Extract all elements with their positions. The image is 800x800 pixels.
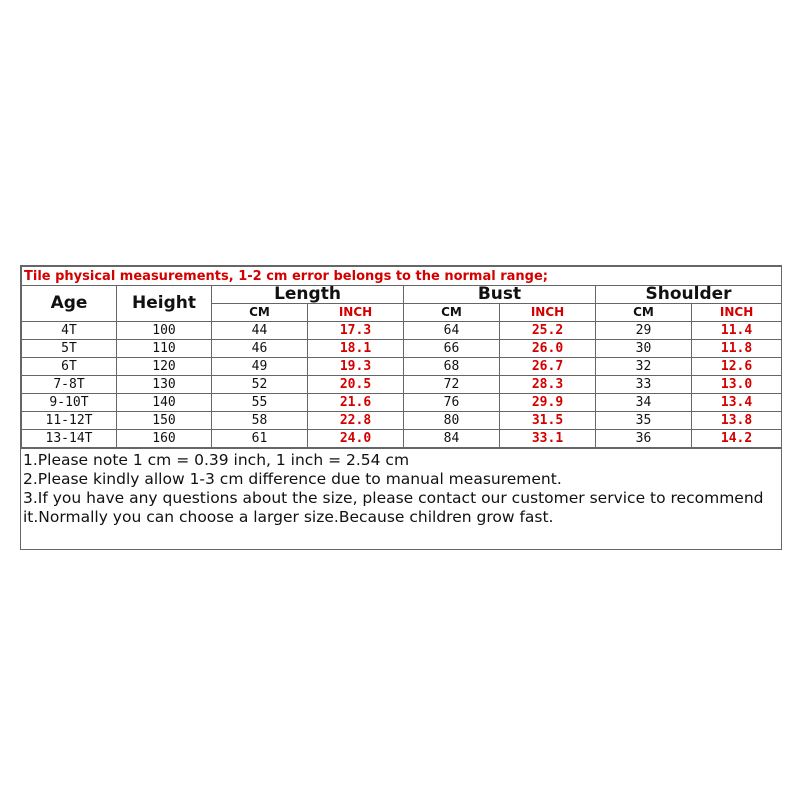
- height-cell: 150: [117, 412, 212, 430]
- age-cell: 11-12T: [22, 412, 117, 430]
- shoulder-cm-header: CM: [596, 304, 692, 322]
- bust-cm-cell: 66: [404, 340, 500, 358]
- bust-cm-cell: 76: [404, 394, 500, 412]
- table-row: [22, 376, 782, 394]
- table-row: [22, 340, 782, 358]
- bust-inch-cell: 33.1: [500, 430, 596, 448]
- shoulder-inch-cell: 12.6: [692, 358, 782, 376]
- shoulder-inch-cell: 11.8: [692, 340, 782, 358]
- age-header: Age: [22, 286, 117, 322]
- shoulder-inch-cell: 13.0: [692, 376, 782, 394]
- length-inch-cell: 24.0: [308, 430, 404, 448]
- shoulder-inch-cell: 11.4: [692, 322, 782, 340]
- length-inch-cell: 18.1: [308, 340, 404, 358]
- height-cell: 120: [117, 358, 212, 376]
- height-cell: 110: [117, 340, 212, 358]
- age-cell: 7-8T: [22, 376, 117, 394]
- header-row: [22, 286, 782, 304]
- height-cell: 140: [117, 394, 212, 412]
- shoulder-inch-cell: 13.4: [692, 394, 782, 412]
- shoulder-cm-cell: 30: [596, 340, 692, 358]
- bust-cm-cell: 68: [404, 358, 500, 376]
- bust-cm-cell: 84: [404, 430, 500, 448]
- shoulder-inch-cell: 14.2: [692, 430, 782, 448]
- bust-cm-cell: 72: [404, 376, 500, 394]
- table-row: [22, 322, 782, 340]
- bust-inch-header: INCH: [500, 304, 596, 322]
- bust-inch-cell: 25.2: [500, 322, 596, 340]
- measurement-note: Tile physical measurements, 1-2 cm error belongs to the normal range;: [22, 267, 782, 286]
- bust-cm-cell: 64: [404, 322, 500, 340]
- length-inch-cell: 17.3: [308, 322, 404, 340]
- shoulder-cm-cell: 34: [596, 394, 692, 412]
- age-cell: 5T: [22, 340, 117, 358]
- size-notes: [21, 448, 781, 549]
- height-cell: 100: [117, 322, 212, 340]
- shoulder-inch-header: INCH: [692, 304, 782, 322]
- shoulder-cm-cell: 32: [596, 358, 692, 376]
- bust-cm-cell: 80: [404, 412, 500, 430]
- shoulder-header: Shoulder: [596, 286, 782, 304]
- table-row: [22, 412, 782, 430]
- length-cm-cell: 55: [212, 394, 308, 412]
- length-inch-cell: 19.3: [308, 358, 404, 376]
- length-header: Length: [212, 286, 404, 304]
- length-cm-cell: 44: [212, 322, 308, 340]
- shoulder-inch-cell: 13.8: [692, 412, 782, 430]
- shoulder-cm-cell: 29: [596, 322, 692, 340]
- bust-inch-cell: 28.3: [500, 376, 596, 394]
- bust-inch-cell: 26.0: [500, 340, 596, 358]
- length-inch-cell: 20.5: [308, 376, 404, 394]
- age-cell: 4T: [22, 322, 117, 340]
- length-cm-cell: 49: [212, 358, 308, 376]
- note-row: [22, 267, 782, 286]
- length-cm-cell: 58: [212, 412, 308, 430]
- note-line-1: 1.Please note 1 cm = 0.39 inch, 1 inch = 2.54 cm: [23, 451, 410, 469]
- shoulder-cm-cell: 36: [596, 430, 692, 448]
- bust-inch-cell: 26.7: [500, 358, 596, 376]
- size-chart: [20, 265, 782, 550]
- note-line-2: 2.Please kindly allow 1-3 cm difference due to manual measurement.: [23, 470, 562, 488]
- age-cell: 6T: [22, 358, 117, 376]
- shoulder-cm-cell: 35: [596, 412, 692, 430]
- size-table: [21, 266, 782, 448]
- age-cell: 13-14T: [22, 430, 117, 448]
- length-inch-header: INCH: [308, 304, 404, 322]
- table-row: [22, 430, 782, 448]
- bust-inch-cell: 29.9: [500, 394, 596, 412]
- shoulder-cm-cell: 33: [596, 376, 692, 394]
- length-cm-cell: 46: [212, 340, 308, 358]
- bust-header: Bust: [404, 286, 596, 304]
- note-line-3: 3.If you have any questions about the size, please contact our customer service to recommend it.Normally you can choose a larger size.Because children grow fast.: [23, 489, 764, 526]
- height-cell: 160: [117, 430, 212, 448]
- table-row: [22, 358, 782, 376]
- age-cell: 9-10T: [22, 394, 117, 412]
- height-cell: 130: [117, 376, 212, 394]
- length-cm-cell: 52: [212, 376, 308, 394]
- table-row: [22, 394, 782, 412]
- height-header: Height: [117, 286, 212, 322]
- length-cm-header: CM: [212, 304, 308, 322]
- length-inch-cell: 22.8: [308, 412, 404, 430]
- length-inch-cell: 21.6: [308, 394, 404, 412]
- length-cm-cell: 61: [212, 430, 308, 448]
- bust-cm-header: CM: [404, 304, 500, 322]
- bust-inch-cell: 31.5: [500, 412, 596, 430]
